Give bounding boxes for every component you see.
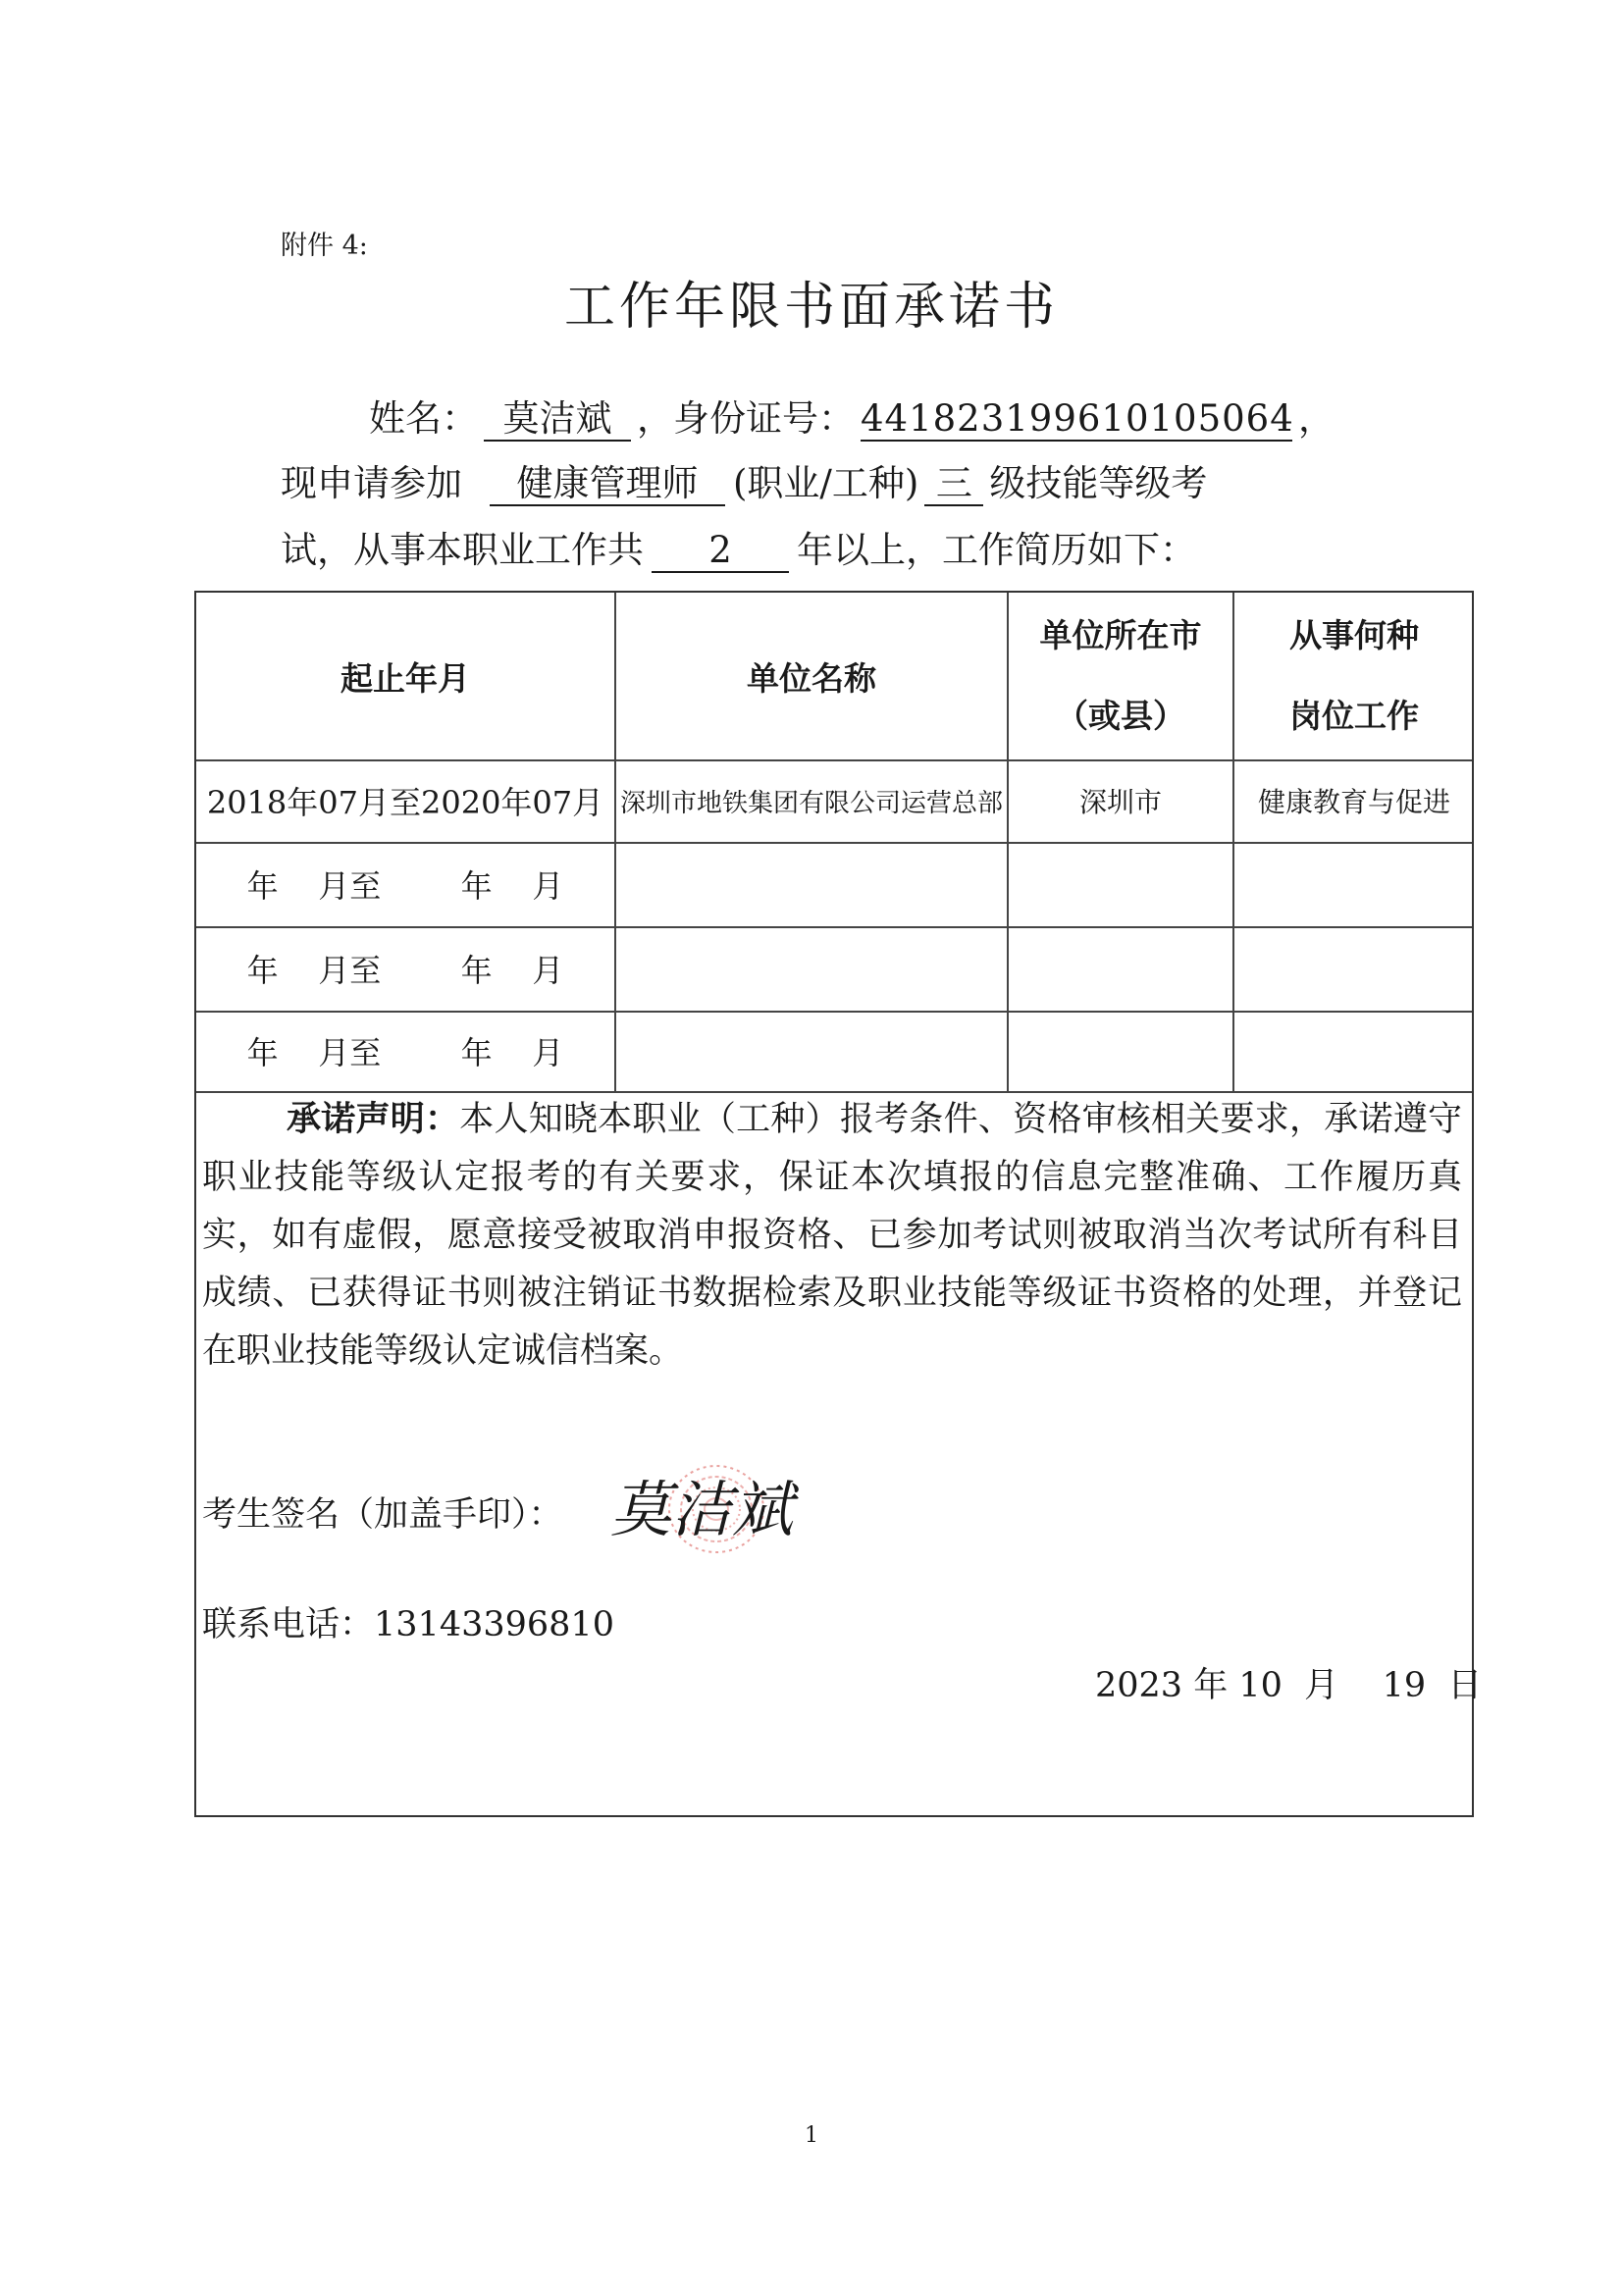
table-cell-unit: 深圳市地铁集团有限公司运营总部 — [619, 788, 1003, 818]
table-cell-post: 健康教育与促进 — [1257, 786, 1450, 818]
attachment-label: 附件 4: — [281, 231, 368, 261]
table-cell-period: 2018年07月至2020年07月 — [206, 784, 604, 821]
header-city-line1: 单位所在市 — [1039, 616, 1202, 654]
name-label: 姓名： — [369, 397, 478, 440]
page-title: 工作年限书面承诺书 — [563, 278, 1059, 337]
pledge-heading: 承诺声明： — [287, 1100, 460, 1139]
sign-date: 2023 年 10 月 19 日 — [1095, 1666, 1483, 1705]
id-label: ，身份证号： — [637, 397, 855, 440]
table-cell-period: 年 月至 年 月 — [246, 952, 564, 989]
header-period: 起止年月 — [340, 658, 470, 698]
level-field: 三 — [924, 464, 983, 506]
signature-label: 考生签名（加盖手印）： — [202, 1495, 563, 1535]
table-cell-city: 深圳市 — [1078, 786, 1162, 818]
header-post — [1234, 593, 1474, 759]
id-end: ， — [1298, 397, 1335, 440]
header-post-line2: 岗位工作 — [1289, 697, 1419, 735]
applicant-line-2 — [281, 453, 1207, 506]
header-unit: 单位名称 — [747, 658, 876, 698]
signature-with-fingerprint — [599, 1460, 834, 1558]
applicant-line-3 — [281, 520, 1196, 573]
header-city — [1009, 593, 1232, 759]
page-number: 1 — [805, 2123, 818, 2148]
pledge-body: 本人知晓本职业（工种）报考条件、资格审核相关要求，承诺遵守职业技能等级认定报考的有关要求，保证本次填报的信息完整准确、工作履历真实，如有虚假，愿意接受被取消申报资格、已参加考试则被取消当次考试所有科目成绩、已获得证书则被注销证书数据检索及职业技能等级证书资格的处理，并登记在职业技能等级认定诚信档案。 — [202, 1100, 1462, 1371]
apply-prefix: 现申请参加 — [281, 462, 462, 504]
years-prefix: 试，从事本职业工作共 — [281, 529, 644, 571]
header-city-line2: （或县） — [1056, 697, 1185, 735]
table-cell-period: 年 月至 年 月 — [246, 1034, 564, 1071]
name-field: 莫洁斌 — [484, 399, 631, 442]
years-field: 2 — [652, 531, 789, 573]
occupation-suffix: (职业/工种) — [733, 462, 919, 504]
signature-text: 莫洁斌 — [610, 1474, 794, 1545]
phone-number: 13143396810 — [374, 1605, 614, 1644]
level-suffix: 级技能等级考 — [989, 462, 1208, 504]
occupation-field: 健康管理师 — [490, 464, 725, 506]
applicant-line-1 — [369, 389, 1335, 442]
years-suffix: 年以上，工作简历如下： — [797, 529, 1196, 571]
phone-label: 联系电话： — [202, 1605, 375, 1644]
phone-line — [202, 1597, 614, 1646]
id-number-field: 441823199610105064 — [861, 397, 1294, 440]
table-cell-period: 年 月至 年 月 — [246, 867, 564, 905]
pledge-statement — [202, 1091, 1462, 1381]
header-post-line1: 从事何种 — [1289, 616, 1419, 654]
